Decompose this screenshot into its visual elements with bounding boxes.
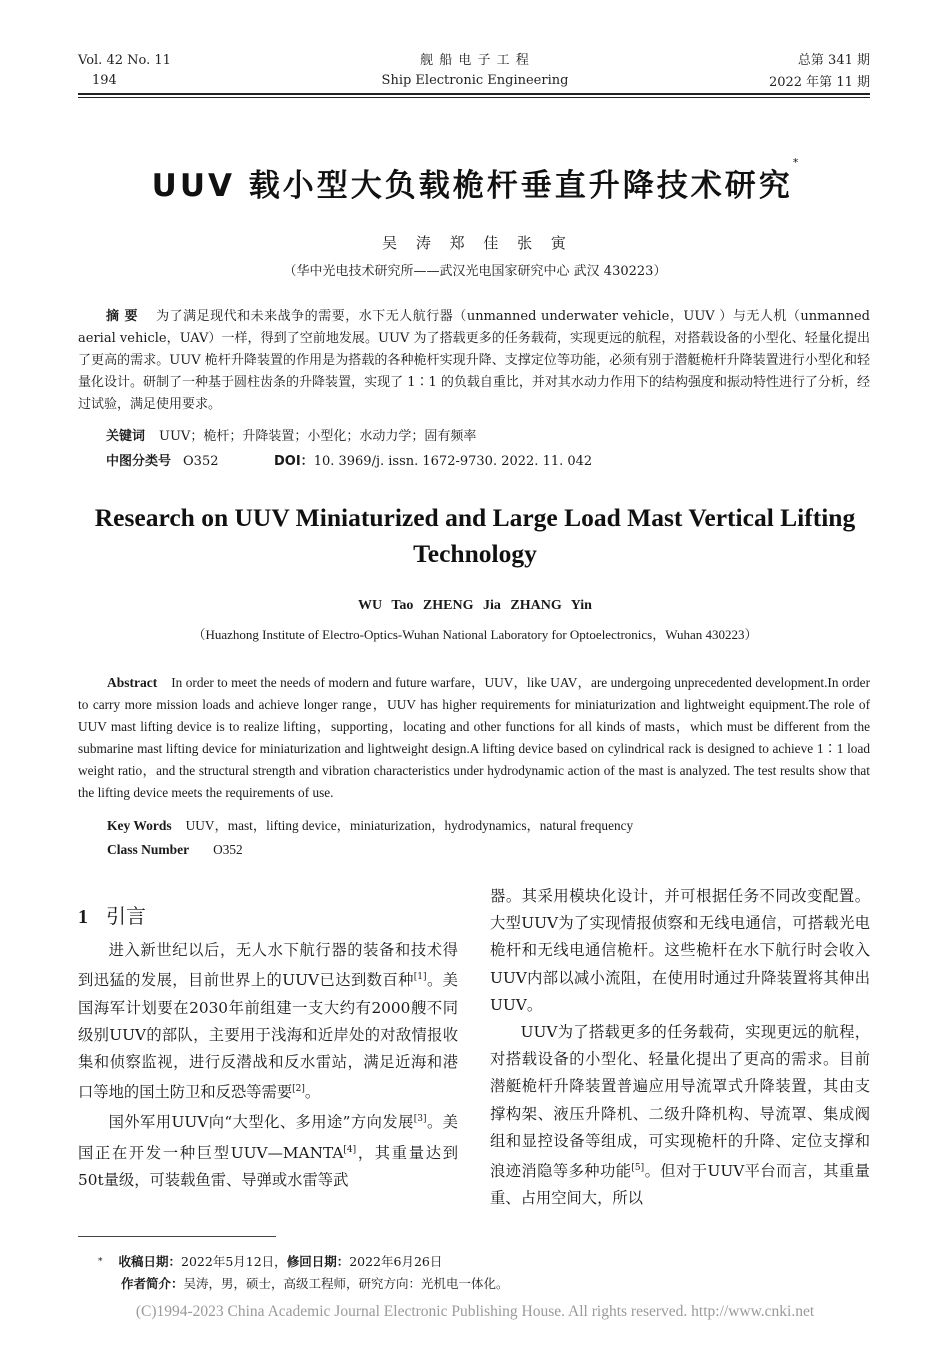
class-cn-label: 中图分类号 [106,454,172,469]
class-en-value: O352 [213,842,243,857]
citation: [3] [413,1114,427,1125]
affiliation-en: （Huazhong Institute of Electro-Optics-Wuhan National Laboratory for Optoelectronics，Wuhan 430223） [192,627,758,642]
title-footnote-mark: * [792,156,799,169]
title-cn: UUV 载小型大负载桅杆垂直升降技术研究* [151,156,799,204]
body-paragraph: 器。其采用模块化设计，并可根据任务不同改变配置。大型UUV为了实现情报侦察和无线电通信，可搭载光电桅杆和无线电通信桅杆。这些桅杆在水下航行时会收入UUV内部以减小流阻，在使用时通过升降装置将其伸出UUV。 [490,887,870,1014]
abstract-en [78,672,870,804]
header-rule-thick [78,93,870,95]
body-right-column [490,883,870,1213]
journal-name-cn: 舰 船 电 子 工 程 [420,53,530,68]
citation: [1] [413,972,427,983]
body-paragraph: 进入新世纪以后，无人水下航行器的装备和技术得到迅猛的发展，目前世界上的UUV已达到数百种[1]。美国海军计划要在2030年前组建一支大约有2000艘不同级别UUV的部队，主要用于浅海和近岸处的对敌情报收集和侦察监视，进行反潜战和反水雷站，满足近海和港口等地的国土防卫和反恐等需要[2]。 [78,941,458,1102]
keywords-cn-label: 关键词 [106,429,146,444]
citation: [5] [631,1163,645,1174]
journal-name-en: Ship Electronic Engineering [381,73,569,88]
total-issue: 总第 341 期 [797,53,870,68]
volume-number: Vol. 42 No. 11 [78,53,171,68]
affiliation-cn: （华中光电技术研究所——武汉光电国家研究中心 武汉 430223） [283,264,667,279]
keywords-en-label: Key Words [107,818,172,833]
doi [274,451,592,473]
abstract-en-text: In order to meet the needs of modern and future warfare，UUV，like UAV，are undergoing unprecedented development.In order to carry more mission loads and achieve longer range，UUV has higher requirements for miniaturization and lightweight equipment.The role of UUV mast lifting device is to realize lifting，supporting，locating and other functions for all kinds of masts，which must be different from the submarine mast lifting device for miniaturization and lightweight design.A lifting device based on cylindrical rack is designed to achieve 1∶1 load weight ratio，and the structural strength and vibration characteristics under hydrodynamic action of the mast is analyzed. The test results show that the lifting device meets the requirements of use. [78,675,870,800]
keywords-en [107,815,633,837]
keywords-en-text: UUV，mast，lifting device，miniaturization，hydrodynamics，natural frequency [185,818,634,833]
section-heading [78,900,146,929]
body-left-column [78,937,458,1194]
issue: 2022 年第 11 期 [768,75,870,90]
abstract-cn [78,306,870,416]
doi-value: 10. 3969/j. issn. 1672-9730. 2022. 11. 042 [313,454,593,469]
section-number: 1 [78,906,88,928]
citation: [2] [292,1084,305,1095]
doi-label: DOI： [274,454,314,469]
header-rule-thin [78,97,870,98]
footnote-author-bio: 作者简介：吴涛，男，硕士，高级工程师，研究方向：光机电一体化。 [121,1276,509,1291]
copyright-notice: (C)1994-2023 China Academic Journal Electronic Publishing House. All rights reserved. http://www.cnki.net [135,1303,815,1320]
authors-en: WU Tao ZHENG Jia ZHANG Yin [358,598,592,613]
title-en: Research on UUV Miniaturized and Large Load Mast Vertical Lifting Technology [94,503,856,568]
citation: [4] [343,1144,357,1155]
classification-cn [106,451,219,473]
class-cn-value: O352 [183,454,219,469]
footnote-dates: * 收稿日期：2022年5月12日，修回日期：2022年6月26日 [98,1254,443,1269]
section-title: 引言 [106,904,146,928]
keywords-cn-text: UUV；桅杆；升降装置；小型化；水动力学；固有频率 [159,429,477,444]
class-en-label: Class Number [107,842,190,857]
footnote-rule [78,1236,276,1237]
abstract-cn-text: 为了满足现代和未来战争的需要，水下无人航行器（unmanned underwater vehicle，UUV ）与无人机（unmanned aerial vehicle，UAV）一样，得到了空前地发展。UUV 为了搭载更多的任务载荷，实现更远的航程，对搭载设备的小型化、轻量化提出了更高的需求。UUV 桅杆升降装置的作用是为搭载的各种桅杆实现升降、支撑定位等功能，必须有别于潜艇桅杆升降装置进行小型化和轻量化设计。研制了一种基于圆柱齿条的升降装置，实现了 1∶1 的负载自重比，并对其水动力作用下的结构强度和振动特性进行了分析，经过试验，满足使用要求。 [78,309,870,412]
body-paragraph: 国外军用UUV向“大型化、多用途”方向发展[3]。美国正在开发一种巨型UUV—MANTA[4]，其重量达到50t量级，可装载鱼雷、导弹或水雷等武 [78,1113,458,1189]
footnote-mark: * [98,1257,103,1267]
authors-cn: 吴 涛 郑 佳 张 寅 [382,234,568,252]
body-paragraph: UUV为了搭载更多的任务载荷，实现更远的航程，对搭载设备的小型化、轻量化提出了更高的需求。目前潜艇桅杆升降装置普遍应用导流罩式升降装置，其由支撑构架、液压升降机、二级升降机构、导流罩、集成阀组和显控设备等组成，可实现桅杆的升降、定位支撑和浪迹消隐等多种功能[5]。但对于UUV平台而言，其重量重、占用空间大，所以 [490,1023,870,1208]
abstract-en-label: Abstract [107,675,158,690]
page-number: 194 [92,73,117,88]
class-number-en [107,839,243,861]
abstract-cn-label: 摘 要 [106,309,139,324]
keywords-cn [106,426,476,448]
